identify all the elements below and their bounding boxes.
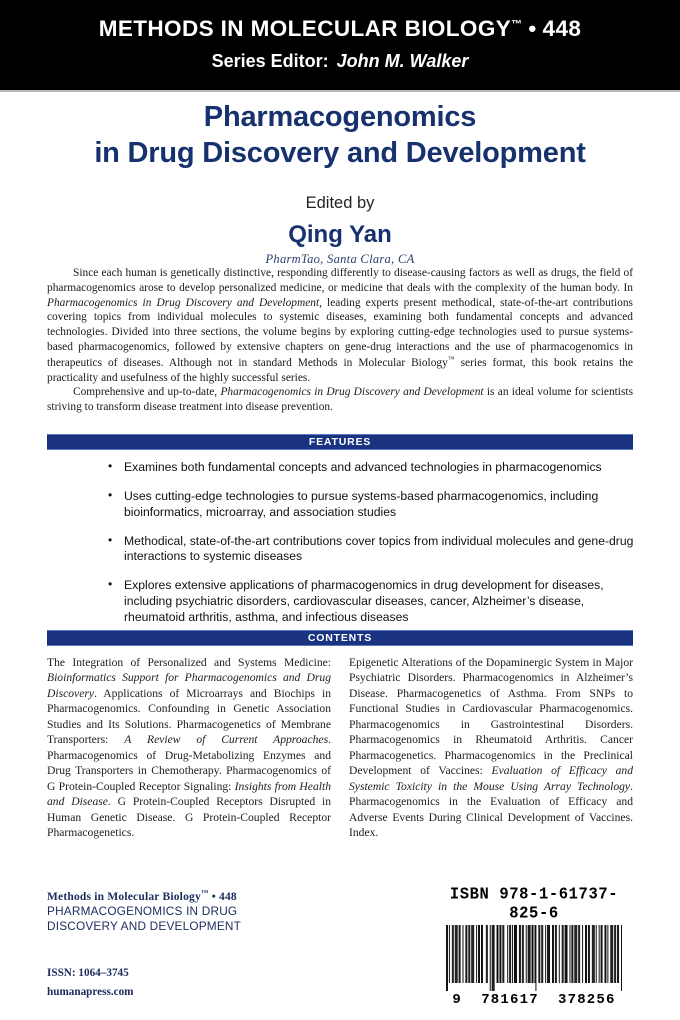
contents-section-header: CONTENTS [47, 630, 633, 646]
blurb-paragraph-1 [47, 266, 633, 385]
contents-text: . Pharmacogenomics of Drug-Metabolizing Enzymes and Drug Transporters in Chemotherapy. Pharmacogenomics of G Protein-Coupled Receptor Signaling: [47, 733, 331, 793]
series-editor-name: John M. Walker [336, 51, 469, 71]
contents-text: The Integration of Personalized and Systems Medicine: [47, 656, 331, 669]
band-divider [0, 90, 680, 92]
contents-italic-subtitle: Bioinformatics Support for Pharmacogenomics and Drug Discovery [47, 671, 331, 700]
blurb-p2-italic-title: Pharmacogenomics in Drug Discovery and Development [220, 386, 484, 399]
blurb-p1-part3: series format, this book retains the practicality and usefulness of the highly successful series. [47, 356, 633, 384]
blurb-paragraph-2 [47, 385, 633, 415]
blurb-p1-part1: Since each human is genetically distinctive, responding differently to disease-causing factors as well as drugs, the field of pharmacogenomics arose to develop personalized medicine, or medicine that deals with the complexity of the human body. In [47, 267, 633, 294]
contents-column-right [349, 655, 633, 841]
contents-italic-subtitle: Evaluation of Efficacy and Systemic Toxicity in the Mouse Using Array Technology [349, 764, 633, 793]
bullet-icon: • [108, 459, 113, 473]
contents-text: . G Protein-Coupled Receptors Disrupted in Human Genetic Disease. G Protein-Coupled Receptor Pharmacogenetics. [47, 795, 331, 840]
feature-item [108, 489, 638, 521]
footer-book-title-line-2: DISCOVERY AND DEVELOPMENT [47, 919, 242, 934]
footer-imprint-block [47, 888, 241, 934]
barcode-digit-group-1: 781617 [481, 992, 539, 1008]
footer-book-title [47, 904, 241, 935]
feature-item [108, 578, 638, 626]
blurb-trademark-symbol: ™ [447, 354, 455, 363]
edited-by-label: Edited by [305, 193, 375, 212]
contents-text: . Applications of Microarrays and Biochips in Pharmacogenomics. Confounding in Genetic Association Studies and Its Solutions. Pharmacogenetics of Membrane Transporters: [47, 686, 331, 747]
contents-italic-subtitle: A Review of Current Approaches [124, 733, 329, 747]
feature-item-text: Examines both fundamental concepts and advanced technologies in pharmacogenomics [124, 460, 602, 474]
barcode-digits [434, 992, 634, 1008]
book-title-line-2: in Drug Discovery and Development [94, 136, 586, 169]
barcode-digit-lead: 9 [452, 992, 462, 1008]
features-section-header: FEATURES [47, 434, 633, 450]
trademark-symbol: ™ [511, 18, 523, 31]
blurb-p1-italic-title: Pharmacogenomics in Drug Discovery and Development [47, 296, 320, 309]
barcode-image [446, 925, 622, 991]
editor-affiliation: PharmTao, Santa Clara, CA [265, 251, 415, 266]
editor-name: Qing Yan [288, 220, 392, 248]
contents-column-left [47, 655, 331, 841]
title-block [0, 100, 680, 267]
features-list [108, 460, 638, 639]
bullet-icon: • [108, 577, 113, 592]
footer-series-line [47, 888, 241, 903]
footer-book-title-line-1: PHARMACOGENOMICS IN DRUG [47, 903, 238, 918]
series-editor-label: Series Editor: [211, 51, 329, 71]
contents-italic-subtitle: Insights from Health and Disease [47, 779, 331, 809]
feature-item [108, 460, 638, 476]
barcode-block [434, 886, 634, 1008]
book-title-line-1: Pharmacogenomics [203, 101, 477, 133]
blurb-p1-part2: , leading experts present methodical, state-of-the-art contributions covering topics from individual molecules to systemic diseases, examining both fundamental concepts and advanced technologies. Divided into three sections, the volume begins by exploring cutting-edge technologies used to pursue systems-based pharmacogenomics, followed by extensive chapters on gene-drug interactions and the use of pharmacogenomics in therapeutics of diseases. Although not in standard Methods in Molecular Biology [47, 296, 633, 369]
contents-text: Epigenetic Alterations of the Dopaminergic System in Major Psychiatric Disorders. Pharmacogenomics in Alzheimer’s Disease. Pharmacogenetics of Asthma. From SNPs to Functional Studies in Cardiovascular Pharmacogenomics. Pharmacogenomics in Gastrointestinal Disorders. Pharmacogenomics in Rheumatoid Arthritis. Cancer Pharmacogenetics. Pharmacogenomics in the Preclinical Development of Vaccines: [349, 656, 633, 778]
series-title-separator: • [522, 16, 543, 41]
series-title [0, 16, 680, 42]
feature-item-text: Uses cutting-edge technologies to pursue systems-based pharmacogenomics, including bioinformatics, microarray, and association studies [124, 488, 599, 519]
series-editor-line [0, 51, 680, 72]
footer-series-name: Methods in Molecular Biology [47, 890, 201, 903]
publisher-website[interactable]: humanapress.com [47, 986, 134, 998]
issn-text: ISSN: 1064–3745 [47, 967, 129, 979]
barcode-bars [446, 925, 622, 991]
feature-item [108, 534, 638, 566]
series-volume-number: 448 [542, 16, 582, 41]
series-band [0, 0, 680, 90]
bullet-icon: • [108, 532, 113, 547]
blurb-p2-part1: Comprehensive and up-to-date, [73, 386, 221, 399]
feature-item-text: Explores extensive applications of pharmacogenomics in drug development for diseases, including psychiatric disorders, cardiovascular diseases, cancer, Alzheimer’s disease, rheumatoid arthritis, asthma, and infectious diseases [124, 578, 604, 625]
page-title [0, 100, 680, 172]
contents-columns [47, 655, 633, 841]
bullet-icon: • [108, 487, 113, 502]
footer-trademark-symbol: ™ [200, 888, 209, 897]
feature-item-text: Methodical, state-of-the-art contributions cover topics from individual molecules and gene-drug interactions to systemic diseases [124, 533, 634, 564]
back-cover-blurb [47, 266, 633, 415]
footer-series-number: • 448 [208, 890, 237, 903]
contents-text: . Pharmacogenomics in the Evaluation of Efficacy and Adverse Events During Clinical Development of Vaccines. Index. [349, 779, 633, 840]
series-title-text: METHODS IN MOLECULAR BIOLOGY [98, 16, 512, 41]
blurb-p2-part2: is an ideal volume for scientists striving to transform disease treatment into disease prevention. [47, 386, 633, 414]
isbn-label: ISBN 978-1-61737-825-6 [449, 885, 619, 923]
barcode-digit-group-2: 378256 [558, 992, 616, 1008]
